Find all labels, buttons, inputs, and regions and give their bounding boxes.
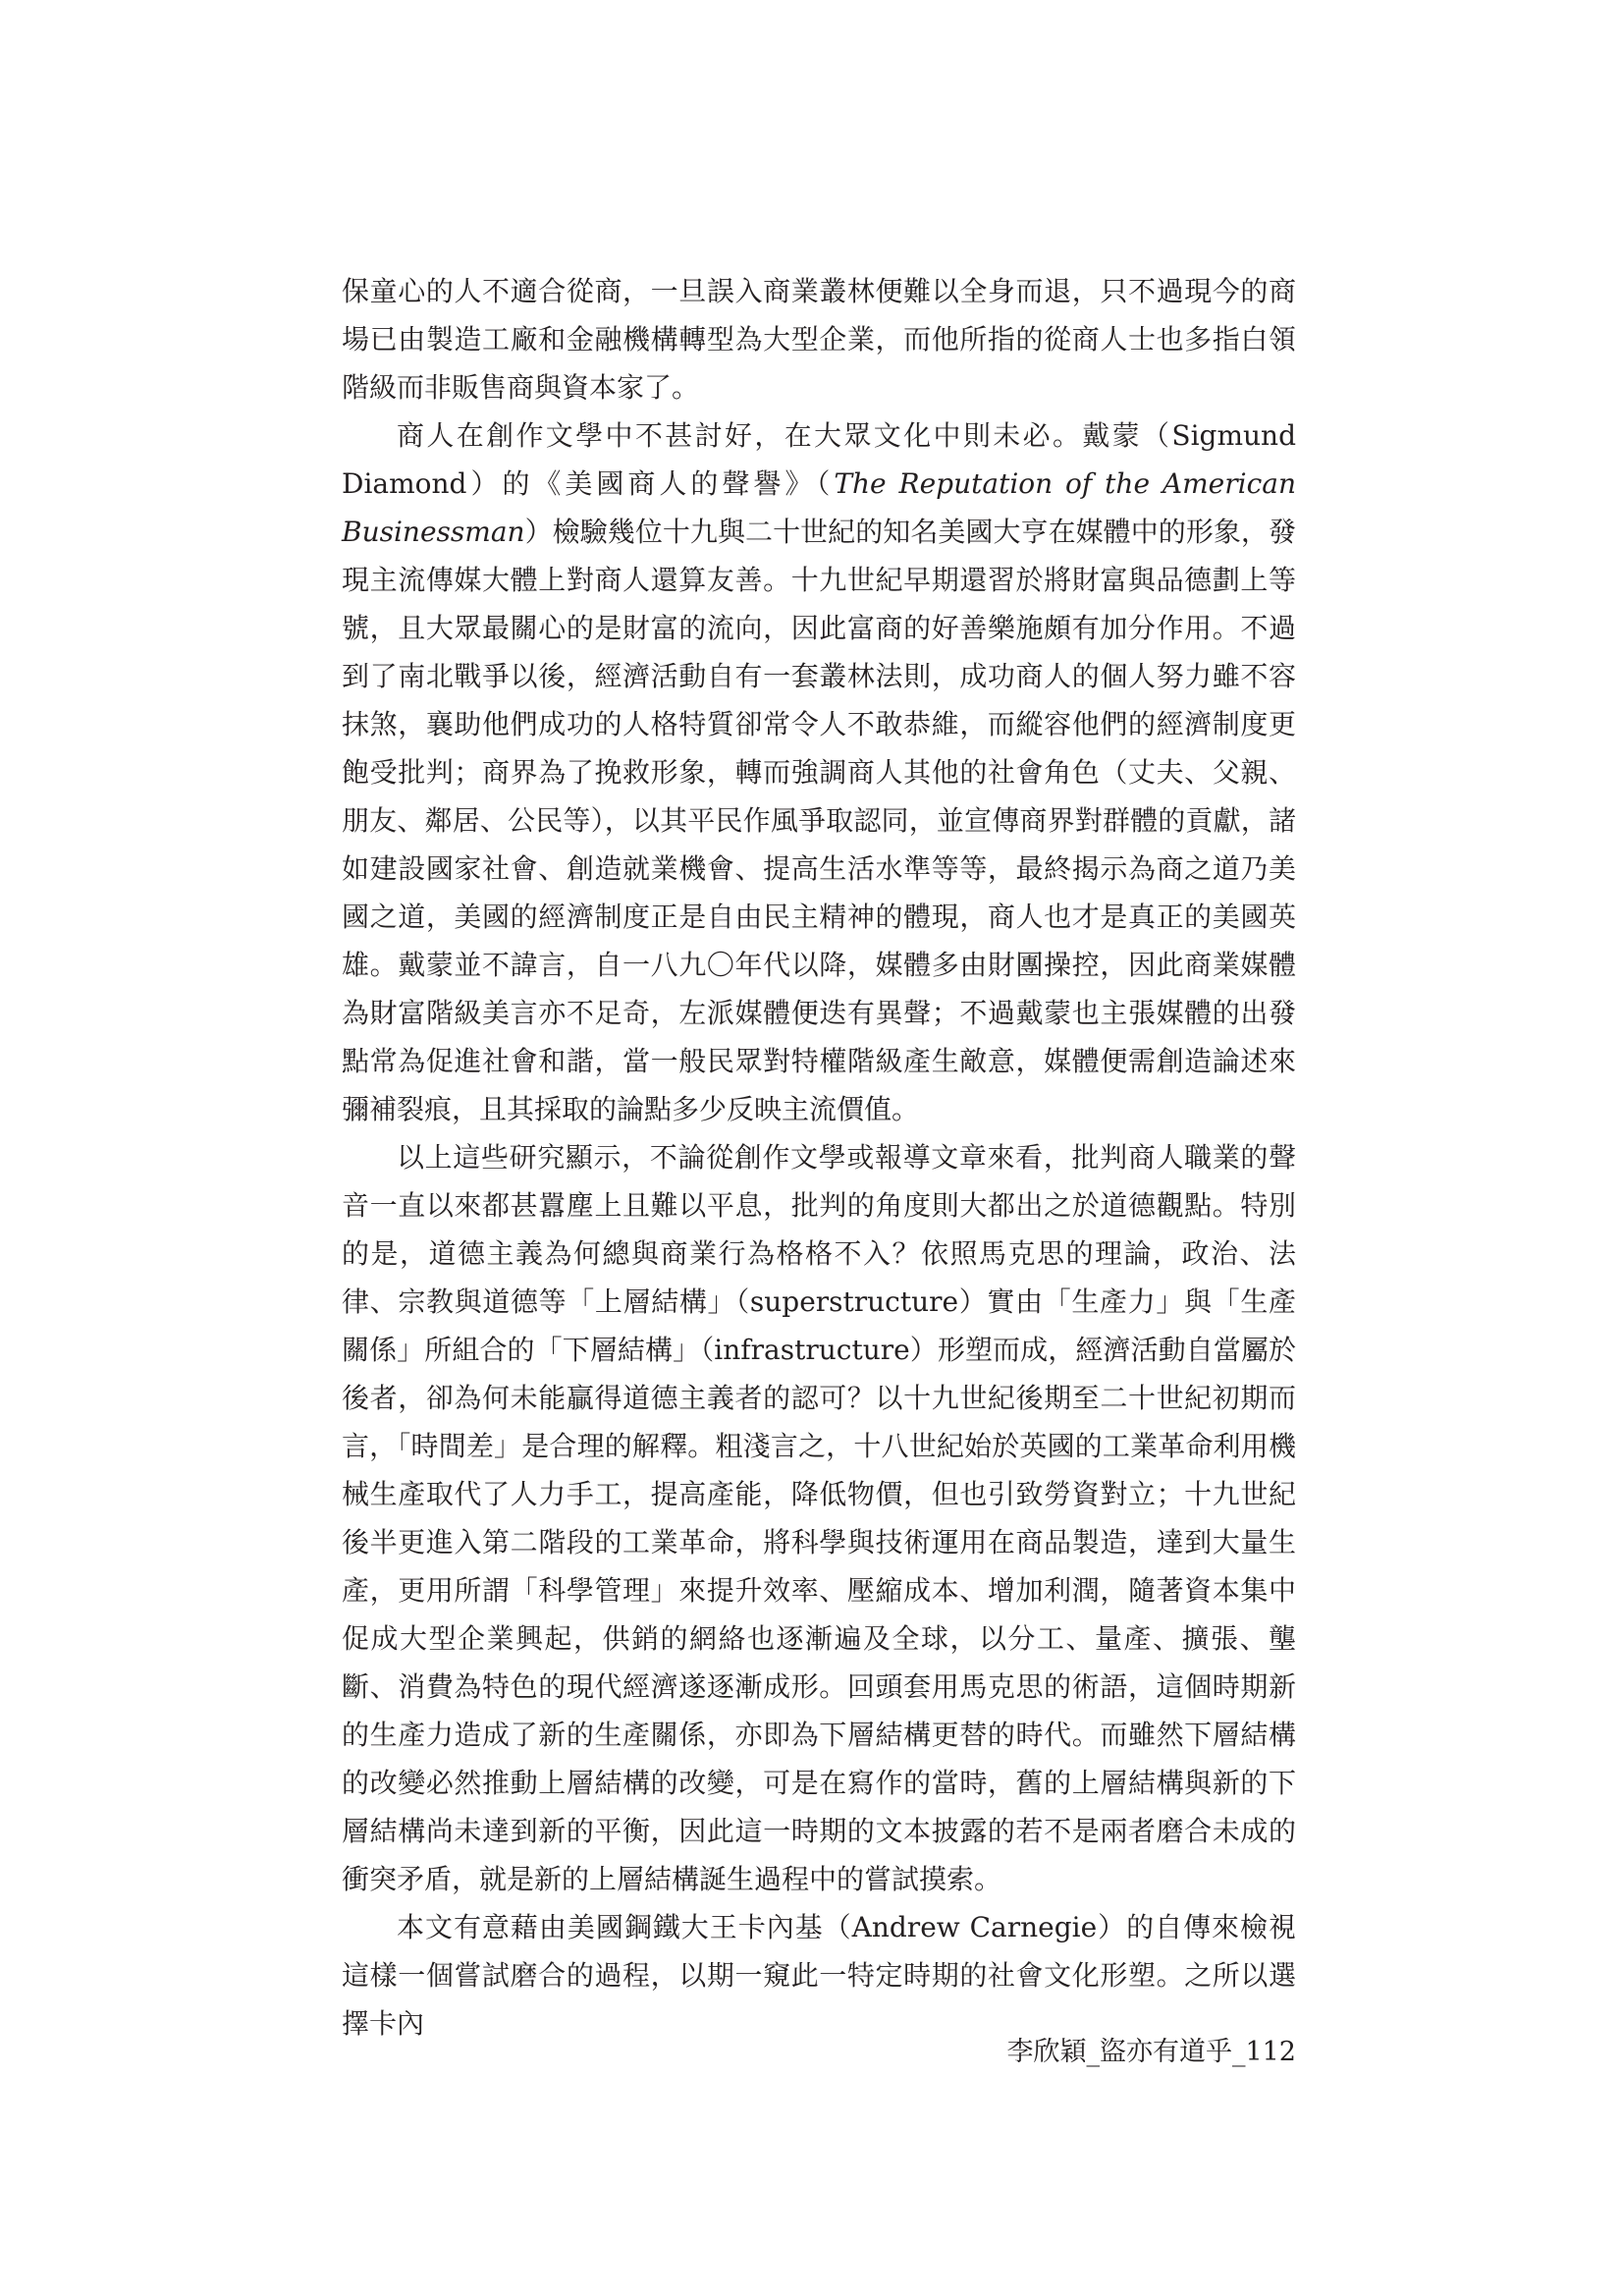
running-head-page-number: 李欣穎_盜亦有道乎_112: [1006, 2037, 1296, 2067]
page-body: [342, 267, 1296, 2048]
paragraph-2: [342, 411, 1296, 1133]
book-title-english: The Reputation of the American Businessman: [342, 467, 1297, 548]
paragraph-3: [342, 1133, 1296, 1903]
paragraph-1-text: 保童心的人不適合從商，一旦誤入商業叢林便難以全身而退，只不過現今的商場已由製造工廠和金融機構轉型為大型企業，而他所指的從商人士也多指白領階級而非販售商與資本家了。: [342, 275, 1296, 404]
paragraph-1: [342, 267, 1296, 411]
paragraph-4-text: 本文有意藉由美國鋼鐵大王卡內基（Andrew Carnegie）的自傳來檢視這樣一個嘗試磨合的過程，以期一窺此一特定時期的社會文化形塑。之所以選擇卡內: [342, 1911, 1296, 2040]
running-footer: [1006, 2033, 1296, 2072]
paragraph-4: [342, 1903, 1296, 2048]
paragraph-2-text-b: ）檢驗幾位十九與二十世紀的知名美國大亨在媒體中的形象，發現主流傳媒大體上對商人還算友善。十九世紀早期還習於將財富與品德劃上等號，且大眾最關心的是財富的流向，因此富商的好善樂施頗有加分作用。不過到了南北戰爭以後，經濟活動自有一套叢林法則，成功商人的個人努力雖不容抹煞，襄助他們成功的人格特質卻常令人不敢恭維，而縱容他們的經濟制度更飽受批判；商界為了挽救形象，轉而強調商人其他的社會角色（丈夫、父親、朋友、鄰居、公民等），以其平民作風爭取認同，並宣傳商界對群體的貢獻，諸如建設國家社會、創造就業機會、提高生活水準等等，最終揭示為商之道乃美國之道，美國的經濟制度正是自由民主精神的體現，商人也才是真正的美國英雄。戴蒙並不諱言，自一八九〇年代以降，媒體多由財團操控，因此商業媒體為財富階級美言亦不足奇，左派媒體便迭有異聲；不過戴蒙也主張媒體的出發點常為促進社會和諧，當一般民眾對特權階級產生敵意，媒體便需創造論述來彌補裂痕，且其採取的論點多少反映主流價值。: [342, 516, 1296, 1125]
paragraph-3-text: 以上這些研究顯示，不論從創作文學或報導文章來看，批判商人職業的聲音一直以來都甚囂塵上且難以平息，批判的角度則大都出之於道德觀點。特別的是，道德主義為何總與商業行為格格不入？依照馬克思的理論，政治、法律、宗教與道德等「上層結構」（superstructure）實由「生產力」與「生產關係」所組合的「下層結構」（infrastructure）形塑而成，經濟活動自當屬於後者，卻為何未能贏得道德主義者的認可？以十九世紀後期至二十世紀初期而言，「時間差」是合理的解釋。粗淺言之，十八世紀始於英國的工業革命利用機械生產取代了人力手工，提高產能，降低物價，但也引致勞資對立；十九世紀後半更進入第二階段的工業革命，將科學與技術運用在商品製造，達到大量生產，更用所謂「科學管理」來提升效率、壓縮成本、增加利潤，隨著資本集中促成大型企業興起，供銷的網絡也逐漸遍及全球，以分工、量產、擴張、壟斷、消費為特色的現代經濟遂逐漸成形。回頭套用馬克思的術語，這個時期新的生產力造成了新的生產關係，亦即為下層結構更替的時代。而雖然下層結構的改變必然推動上層結構的改變，可是在寫作的當時，舊的上層結構與新的下層結構尚未達到新的平衡，因此這一時期的文本披露的若不是兩者磨合未成的衝突矛盾，就是新的上層結構誕生過程中的嘗試摸索。: [342, 1141, 1296, 1895]
paragraph-2-text-a: 商人在創作文學中不甚討好，在大眾文化中則未必。戴蒙（Sigmund Diamond）的《美國商人的聲譽》（: [342, 419, 1296, 500]
